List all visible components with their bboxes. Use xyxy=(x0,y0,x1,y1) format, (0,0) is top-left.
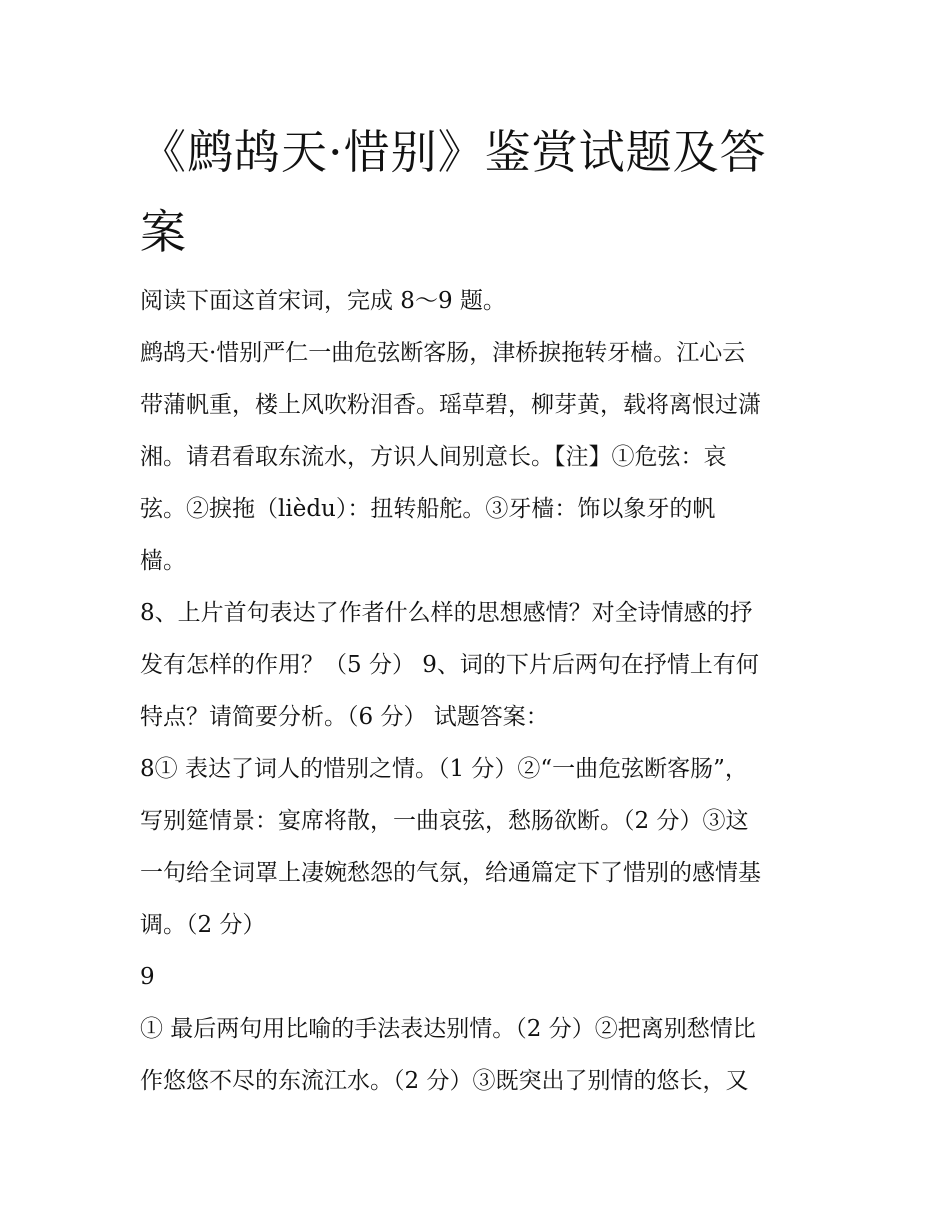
body-line: 发有怎样的作用？（5 分） 9、词的下片后两句在抒情上有何 xyxy=(140,652,759,678)
document-title xyxy=(140,112,820,272)
body-line: 写别筵情景：宴席将散，一曲哀弦，愁肠欲断。（2 分）③这 xyxy=(140,808,749,834)
body-line: 湘。请君看取东流水，方识人间别意长。【注】①危弦：哀 xyxy=(140,444,727,470)
body-line: 阅读下面这首宋词，完成 8～9 题。 xyxy=(140,288,506,314)
body-line: 作悠悠不尽的东流江水。（2 分）③既突出了别情的悠长，又 xyxy=(140,1068,749,1094)
body-line: ① 最后两句用比喻的手法表达别情。（2 分）②把离别愁情比 xyxy=(140,1016,756,1042)
body-line: 一句给全词罩上凄婉愁怨的气氛，给通篇定下了惜别的感情基 xyxy=(140,860,761,886)
title-line: 《鹧鸪天·惜别》鉴赏试题及答 xyxy=(140,125,767,179)
body-line: 9 xyxy=(140,964,155,990)
body-line: 8① 表达了词人的惜别之情。（1 分）②“一曲危弦断客肠”， xyxy=(140,756,748,782)
body-line: 鹧鸪天·惜别严仁一曲危弦断客肠，津桥捩拖转牙樯。江心云 xyxy=(140,340,746,366)
body-line: 特点？请简要分析。（6 分） 试题答案： xyxy=(140,704,549,730)
body-line: 弦。②捩拖（lièdu）：扭转船舵。③牙樯：饰以象牙的帆 xyxy=(140,496,716,522)
document-body xyxy=(140,275,820,1107)
body-line: 调。（2 分） xyxy=(140,912,266,938)
body-line: 带蒲帆重，楼上风吹粉泪香。瑶草碧，柳芽黄，载将离恨过潇 xyxy=(140,392,761,418)
title-line: 案 xyxy=(140,205,187,259)
body-line: 8、上片首句表达了作者什么样的思想感情？对全诗情感的抒 xyxy=(140,600,753,626)
body-line: 樯。 xyxy=(140,548,186,574)
